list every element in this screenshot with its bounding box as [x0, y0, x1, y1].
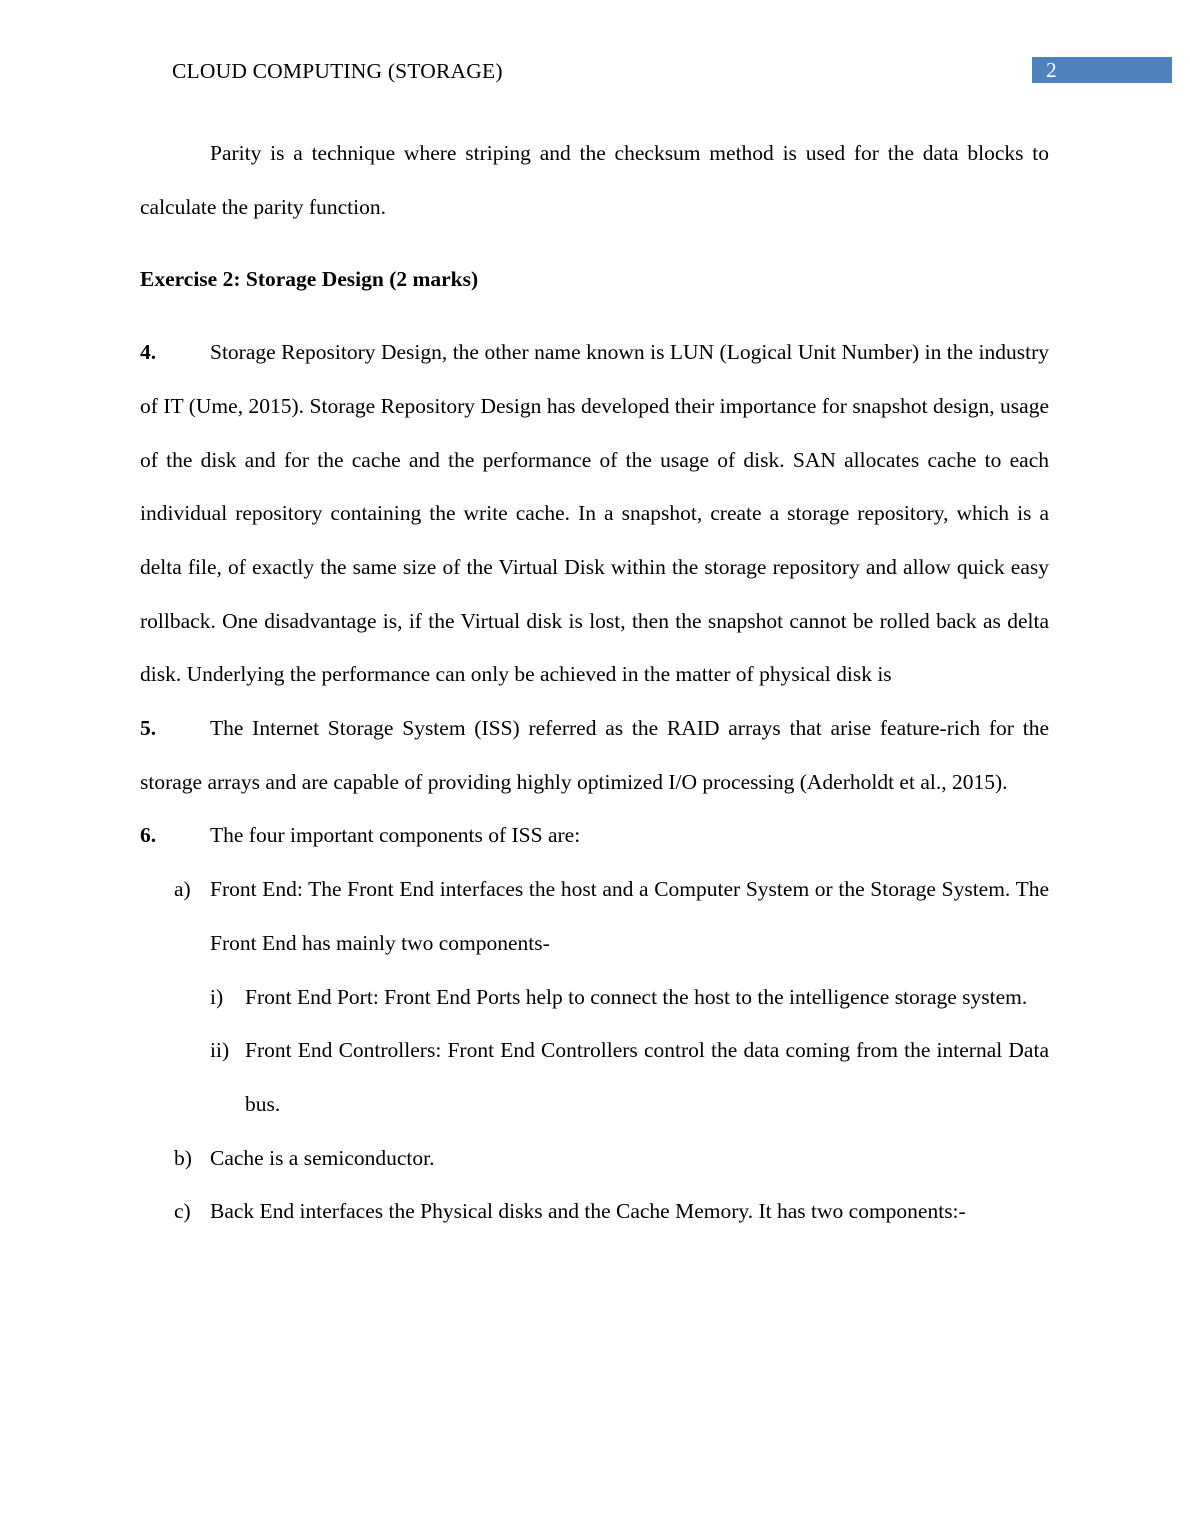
item-4-number: 4.	[140, 340, 157, 365]
list-text-ii: Front End Controllers: Front End Controllers control the data coming from the internal Data bus.	[245, 1038, 1049, 1116]
item-6-paragraph	[140, 809, 1049, 863]
page-number-badge	[1032, 57, 1172, 83]
list-marker-b: b)	[174, 1145, 192, 1170]
list-item-i	[140, 971, 1049, 1025]
list-item-ii	[140, 1024, 1049, 1131]
list-text-b: Cache is a semiconductor.	[210, 1145, 435, 1170]
item-6-number: 6.	[140, 823, 157, 848]
page-number: 2	[1046, 58, 1057, 82]
item-4-paragraph	[140, 326, 1049, 702]
list-item-c	[140, 1185, 1049, 1239]
list-item-b	[140, 1132, 1049, 1186]
item-5-paragraph	[140, 702, 1049, 809]
item-5-number: 5.	[140, 716, 157, 741]
list-text-a: Front End: The Front End interfaces the host and a Computer System or the Storage System. The Front End has mainly two components-	[210, 877, 1049, 955]
list-text-c: Back End interfaces the Physical disks and the Cache Memory. It has two components:-	[210, 1199, 966, 1224]
header-title: CLOUD COMPUTING (STORAGE)	[172, 59, 503, 83]
list-marker-i: i)	[210, 984, 224, 1009]
exercise-heading: Exercise 2: Storage Design (2 marks)	[140, 267, 479, 292]
item-4-text: Storage Repository Design, the other name known is LUN (Logical Unit Number) in the industry of IT (Ume, 2015). Storage Repository Design has developed their importance for snapshot design, usage of the disk and for the cache and the performance of the usage of disk. SAN allocates cache to each individual repository containing the write cache. In a snapshot, create a storage repository, which is a delta file, of exactly the same size of the Virtual Disk within the storage repository and allow quick easy rollback. One disadvantage is, if the Virtual disk is lost, then the snapshot cannot be rolled back as delta disk. Underlying the performance can only be achieved in the matter of physical disk is	[140, 340, 1049, 687]
item-6-text: The four important components of ISS are:	[210, 823, 581, 848]
list-text-i: Front End Port: Front End Ports help to connect the host to the intelligence storage system.	[245, 984, 1028, 1009]
list-marker-c: c)	[174, 1199, 191, 1224]
list-marker-a: a)	[174, 877, 191, 902]
item-5-text: The Internet Storage System (ISS) referred as the RAID arrays that arise feature-rich for the storage arrays and are capable of providing highly optimized I/O processing (Aderholdt et al., 2015).	[140, 716, 1049, 794]
list-marker-ii: ii)	[210, 1038, 230, 1063]
list-item-a	[140, 863, 1049, 970]
parity-paragraph: Parity is a technique where striping and the checksum method is used for the data blocks to calculate the parity function.	[140, 141, 1049, 219]
document-body	[140, 127, 1049, 1239]
